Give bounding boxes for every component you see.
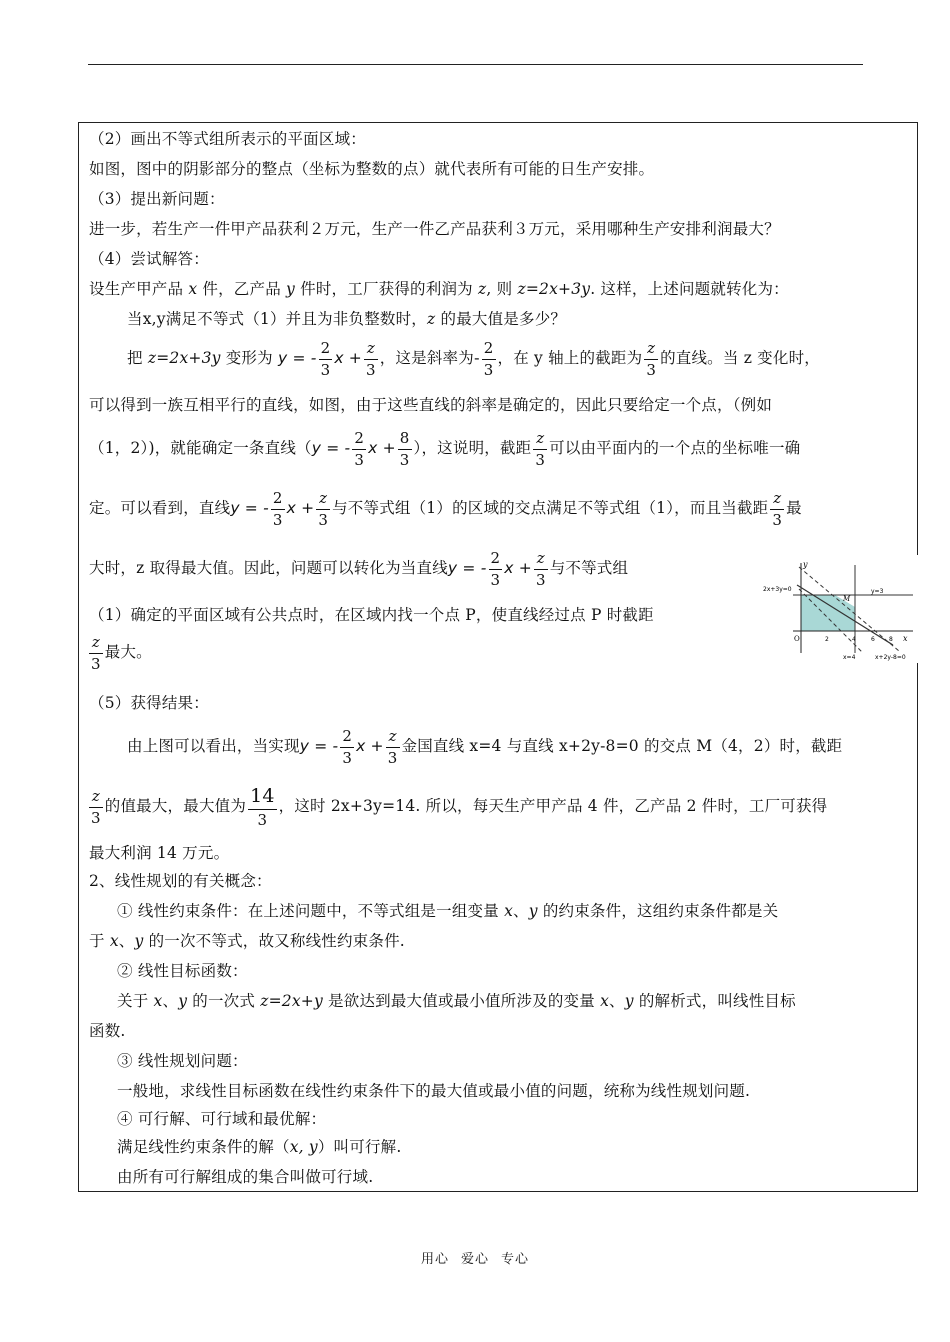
fraction: [319, 338, 333, 379]
formula: z=2x+y: [260, 992, 323, 1010]
text-line: 可以得到一族互相平行的直线，如图，由于这些直线的斜率是确定的，因此只要给定一个点，（例如: [89, 396, 773, 414]
text-line: [89, 425, 800, 471]
fraction: [770, 488, 784, 529]
numerator: z: [644, 341, 658, 360]
var-z: z: [427, 310, 436, 328]
formula: z=2x+3y: [517, 280, 591, 298]
math-y-eq: y = -: [299, 737, 339, 755]
graph-label-x4: x=4: [843, 654, 856, 661]
var-x: x: [504, 902, 514, 920]
text-line: [117, 991, 796, 1011]
denominator: 3: [535, 450, 546, 469]
denominator: 3: [91, 808, 101, 827]
var-xy: x, y: [289, 1138, 318, 1156]
fraction: [644, 338, 658, 379]
text-run: 把: [127, 349, 148, 367]
text-line: [127, 309, 566, 329]
var-y: y: [528, 902, 538, 920]
var-x: x: [188, 280, 198, 298]
math-y-eq: y = -: [277, 349, 317, 367]
var-y: y: [286, 280, 296, 298]
denominator: 3: [772, 510, 783, 529]
text-line: [89, 629, 152, 675]
denominator: 3: [272, 510, 283, 529]
text-run: 大时，z 取得最大值。因此，问题可以转化为当直线: [89, 559, 448, 577]
var-z: z: [477, 280, 487, 298]
math-plus: x +: [356, 737, 384, 755]
text-line: ③ 线性规划问题：: [117, 1052, 248, 1070]
math-minus: -: [473, 349, 480, 367]
text-run: 满足线性约束条件的解（: [117, 1138, 290, 1156]
fraction: [398, 428, 412, 469]
math-y-eq: y = -: [311, 439, 351, 457]
var-y: y: [178, 992, 188, 1010]
text-run: ① 线性约束条件：在上述问题中，不等式组是一组变量: [117, 902, 505, 920]
denominator: 3: [483, 360, 494, 379]
numerator: z: [316, 491, 330, 510]
graph-label-y3: y=3: [871, 588, 884, 595]
fraction: [316, 488, 330, 529]
graph-tick: 4: [852, 636, 856, 643]
text-line: [89, 545, 628, 591]
numerator: 2: [340, 729, 354, 748]
graph-svg: [763, 555, 921, 663]
text-line: ② 线性目标函数：: [117, 962, 248, 980]
graph-label-line3: x+2y-8=0: [875, 654, 906, 661]
text-run: ，这是斜率为: [379, 349, 474, 367]
text-line: [89, 279, 789, 299]
graph-label-line1: 2x+3y=0: [763, 586, 792, 593]
numerator: 2: [352, 431, 366, 450]
fraction: [89, 786, 103, 827]
text-run: 、: [118, 932, 135, 950]
text-run: ，在 y 轴上的截距为: [497, 349, 643, 367]
denominator: 3: [257, 810, 268, 829]
text-line: （5）获得结果：: [89, 694, 209, 712]
math-plus: x +: [286, 499, 315, 517]
footer-word: 用心: [420, 1252, 449, 1267]
var-x: x: [600, 992, 610, 1010]
numerator: 2: [319, 341, 333, 360]
math-plus: x +: [334, 349, 362, 367]
page-footer: [0, 1248, 950, 1267]
fraction: [248, 784, 277, 829]
text-line: （4）尝试解答：: [89, 250, 209, 268]
fraction: [482, 338, 496, 379]
denominator: 3: [318, 510, 329, 529]
text-run: 关于: [117, 992, 154, 1010]
denominator: 3: [535, 570, 546, 589]
text-line: 一般地，求线性目标函数在线性约束条件下的最大值或最小值的问题，统称为线性规划问题.: [117, 1082, 751, 1100]
text-run: 、: [609, 992, 625, 1010]
text-line: [89, 931, 405, 951]
numerator: z: [364, 341, 378, 360]
text-run: 件时，工厂获得的利润为: [295, 280, 478, 298]
text-run: 最大。: [104, 643, 152, 661]
text-run: 的直线。当 z 变化时，: [660, 349, 820, 367]
text-run: 可以由平面内的一个点的坐标唯一确: [549, 439, 801, 457]
graph-tick: 6: [871, 636, 875, 643]
graph-tick: 2: [825, 636, 829, 643]
var-x: x: [109, 932, 119, 950]
fraction: [364, 338, 378, 379]
text-run: 当x,y满足不等式（1）并且为非负整数时，: [127, 310, 427, 328]
text-run: 与不等式组（1）的区域的交点满足不等式组（1），而且当截距: [332, 499, 769, 517]
fraction: [533, 428, 547, 469]
text-run: 变形为: [220, 349, 278, 367]
fraction: [271, 488, 285, 529]
text-run: 定。可以看到，直线: [89, 499, 231, 517]
text-run: 于: [89, 932, 110, 950]
numerator: z: [534, 551, 548, 570]
numerator: z: [770, 491, 784, 510]
fraction: [386, 726, 400, 767]
text-line: 2、线性规划的有关概念：: [89, 872, 272, 890]
graph-label-y: y: [803, 560, 808, 569]
text-line: [127, 723, 842, 769]
text-run: 的解析式，叫线性目标: [633, 992, 796, 1010]
denominator: 3: [399, 450, 410, 469]
numerator: z: [386, 729, 400, 748]
text-run: 、: [162, 992, 179, 1010]
var-y: y: [134, 932, 144, 950]
graph-label-origin: O: [794, 635, 800, 643]
math-y-eq: y = -: [447, 559, 487, 577]
text-run: . 这样，上述问题就转化为：: [590, 280, 789, 298]
text-line: ④ 可行解、可行域和最优解：: [117, 1110, 327, 1128]
text-run: 件，乙产品: [197, 280, 287, 298]
text-run: 最: [786, 499, 802, 517]
fraction: [534, 548, 548, 589]
text-line: 函数.: [89, 1022, 126, 1040]
graph-label-x: x: [903, 634, 908, 643]
denominator: 3: [366, 360, 376, 379]
numerator: 14: [248, 787, 277, 810]
text-line: [127, 335, 820, 381]
text-line: [117, 901, 778, 921]
text-run: 设生产甲产品: [89, 280, 189, 298]
text-line: [117, 1137, 402, 1157]
text-run: 的约束条件，这组约束条件都是关: [537, 902, 779, 920]
text-run: 由上图可以看出，当实现: [127, 737, 300, 755]
fraction: [340, 726, 354, 767]
content-box: [78, 122, 918, 1192]
denominator: 3: [342, 748, 353, 767]
text-line: 如图，图中的阴影部分的整点（坐标为整数的点）就代表所有可能的日生产安排。: [89, 160, 655, 178]
text-line: 最大利润 14 万元。: [89, 844, 230, 862]
footer-word: 专心: [501, 1252, 530, 1267]
fraction: [489, 548, 503, 589]
text-run: 的值最大，最大值为: [104, 797, 247, 815]
math-plus: x +: [368, 439, 396, 457]
text-line: （3）提出新问题：: [89, 190, 225, 208]
text-line: （2）画出不等式组所表示的平面区域：: [89, 130, 366, 148]
footer-word: 爱心: [460, 1252, 489, 1267]
numerator: z: [89, 789, 103, 808]
numerator: 2: [482, 341, 496, 360]
fraction: [352, 428, 366, 469]
denominator: 3: [354, 450, 365, 469]
feasible-region-figure: [763, 555, 921, 663]
text-run: 的一次式: [187, 992, 261, 1010]
text-run: ）叫可行解.: [317, 1138, 402, 1156]
header-rule: [88, 64, 863, 65]
text-run: ），这说明，截距: [413, 439, 532, 457]
numerator: 2: [489, 551, 503, 570]
numerator: z: [533, 431, 547, 450]
text-line: 进一步，若生产一件甲产品获利２万元，生产一件乙产品获利３万元，采用哪种生产安排利润最大？: [89, 220, 780, 238]
text-run: ，这时 2x+3y=14. 所以，每天生产甲产品 4 件，乙产品 2 件时，工厂可获得: [278, 797, 828, 815]
text-line: [89, 485, 802, 531]
graph-label-m: M: [843, 595, 851, 603]
text-run: 的最大值是多少？: [435, 310, 567, 328]
numerator: 2: [271, 491, 285, 510]
denominator: 3: [91, 654, 101, 673]
denominator: 3: [490, 570, 501, 589]
math-plus: x +: [504, 559, 532, 577]
text-run: 是欲达到最大值或最小值所涉及的变量: [322, 992, 601, 1010]
numerator: 8: [398, 431, 412, 450]
text-run: 金国直线 x=4 与直线 x+2y-8=0 的交点 M（4，2）时，截距: [401, 737, 843, 755]
text-line: 由所有可行解组成的集合叫做可行域.: [117, 1168, 374, 1186]
text-run: 的一次不等式，故又称线性约束条件.: [143, 932, 405, 950]
denominator: 3: [320, 360, 331, 379]
text-line: （1）确定的平面区域有公共点时，在区域内找一个点 P，使直线经过点 P 时截距: [89, 606, 654, 624]
numerator: z: [89, 635, 103, 654]
graph-tick: 8: [889, 636, 893, 643]
text-run: , 则: [486, 280, 518, 298]
denominator: 3: [387, 748, 398, 767]
fraction: [89, 632, 103, 673]
math-y-eq: y = -: [230, 499, 269, 517]
denominator: 3: [646, 360, 657, 379]
text-run: 与不等式组: [549, 559, 629, 577]
formula: z=2x+3y: [147, 349, 221, 367]
var-y: y: [624, 992, 634, 1010]
var-x: x: [153, 992, 163, 1010]
text-line: [89, 783, 827, 829]
text-run: （1，2）)，就能确定一条直线（: [89, 439, 312, 457]
text-run: 、: [513, 902, 529, 920]
